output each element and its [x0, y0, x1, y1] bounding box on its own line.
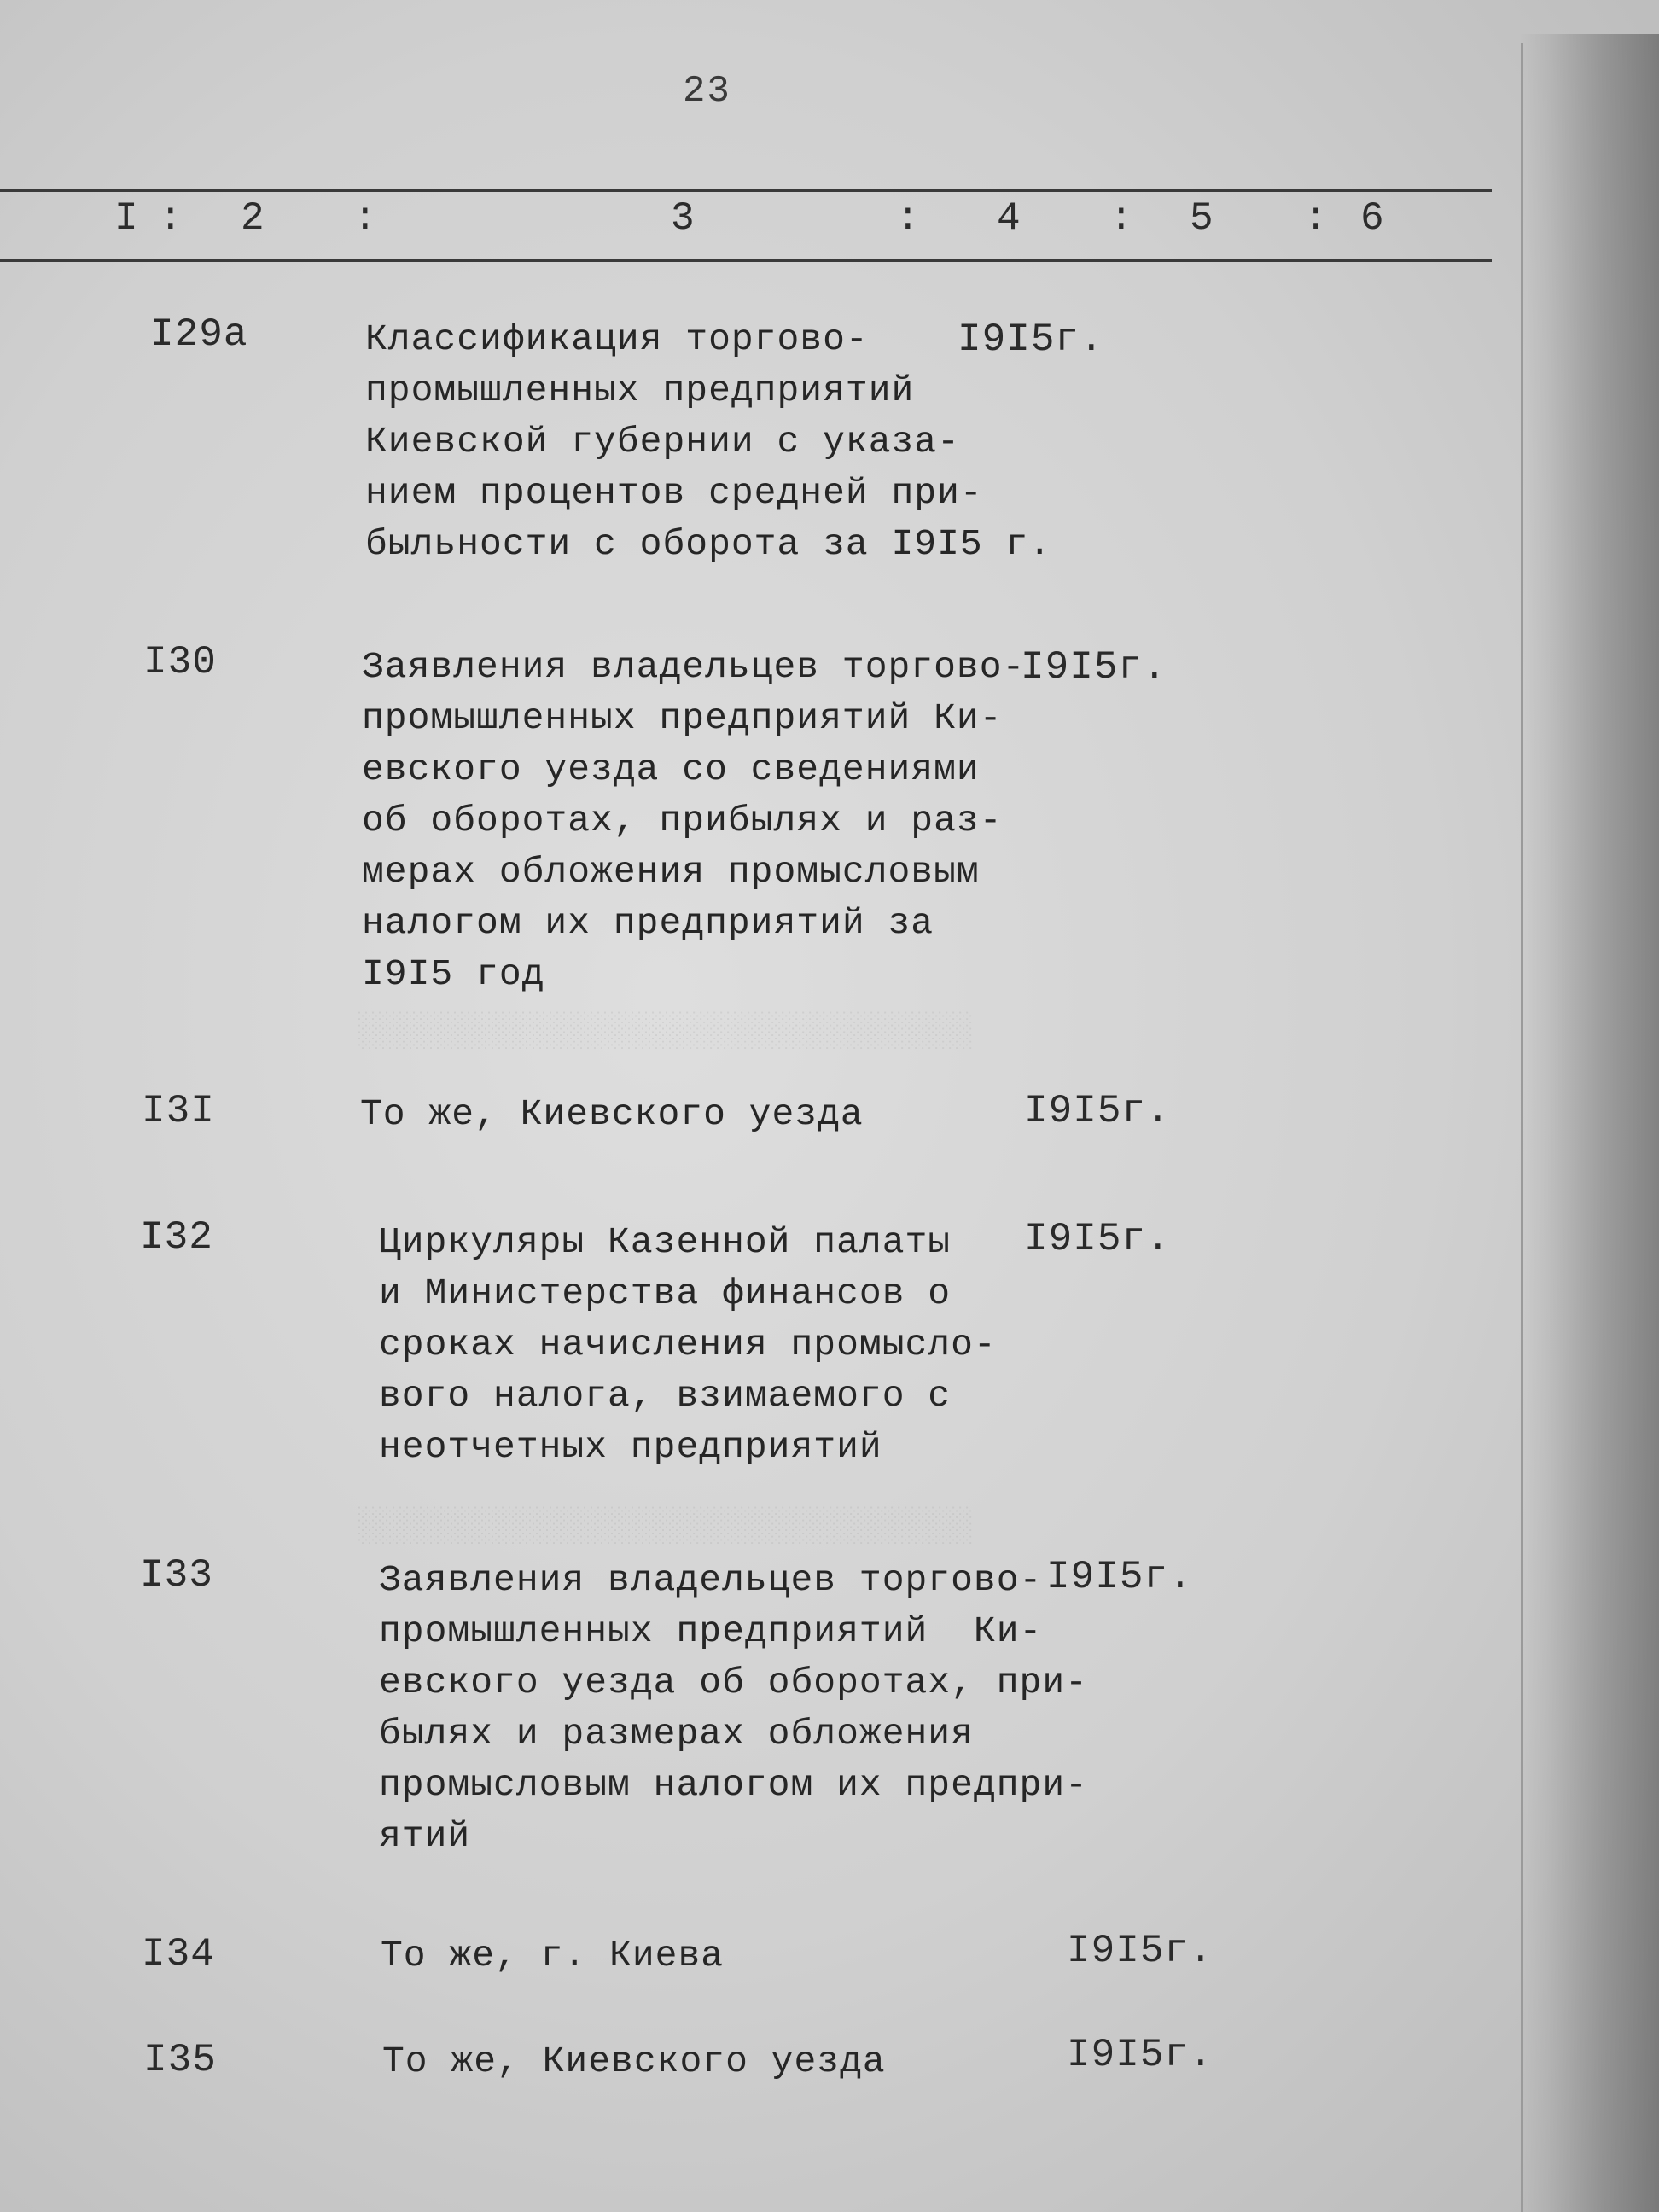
column-header-1: I — [114, 196, 138, 241]
column-separator: : — [159, 196, 183, 241]
column-separator: : — [1109, 196, 1133, 241]
row-year: I9I5г. — [1024, 1217, 1171, 1261]
row-number: I34 — [142, 1932, 215, 1976]
row-number: I3I — [142, 1089, 215, 1133]
row-description: То же, Киевского уезда — [382, 2040, 886, 2082]
row-description: Классификация торгово- промышленных предприятий Киевской губернии с указа- нием процентов средней при- быльности с оборота за I9I5 г. — [365, 318, 1052, 565]
bleed-through-text: ░░░░░░░░░░░░░░░░░░░░░░░░░░░░░░ — [358, 1508, 974, 1546]
column-header-2: 2 — [241, 196, 265, 241]
header-rule-bottom — [0, 259, 1492, 262]
column-separator: : — [1304, 196, 1328, 241]
row-number: I32 — [140, 1215, 213, 1260]
column-header-4: 4 — [997, 196, 1021, 241]
row-description: То же, г. Киева — [381, 1935, 725, 1976]
column-separator: : — [896, 196, 920, 241]
column-header-5: 5 — [1190, 196, 1214, 241]
row-description: Заявления владельцев торгово- промышленных предприятий Ки- евского уезда со сведениями об оборотах, прибылях и раз- мерах обложения промысловым налогом их предприятий за I9I5 год — [362, 646, 1026, 995]
row-year: I9I5г. — [1021, 645, 1167, 690]
row-year: I9I5г. — [1067, 1929, 1214, 1973]
row-year: I9I5г. — [958, 317, 1104, 362]
row-number: I30 — [143, 640, 217, 684]
row-number: I35 — [143, 2038, 217, 2082]
row-year: I9I5г. — [1046, 1555, 1193, 1599]
row-year: I9I5г. — [1067, 2033, 1214, 2077]
column-separator: : — [353, 196, 377, 241]
row-description: Циркуляры Казенной палаты и Министерства финансов о сроках начисления промысло- вого налога, взимаемого с неотчетных предприятий — [379, 1221, 997, 1468]
page-edge-shadow — [1519, 34, 1659, 2212]
column-header-3: 3 — [671, 196, 695, 241]
row-year: I9I5г. — [1024, 1089, 1171, 1133]
header-rule-top — [0, 189, 1492, 192]
bleed-through-text: ░░░░░░░░░░░░░░░░░░░░░░░░░░░░░░ — [358, 1013, 974, 1051]
page-edge — [1521, 43, 1523, 2212]
row-description: То же, Киевского уезда — [360, 1093, 864, 1135]
page-number: 23 — [683, 70, 731, 113]
row-number: I29а — [150, 312, 248, 357]
row-description: Заявления владельцев торгово- промышленных предприятий Ки- евского уезда об оборотах, при- былях и размерах обложения промысловым налогом их предпри- ятий — [379, 1559, 1088, 1857]
row-number: I33 — [140, 1553, 213, 1598]
column-header-6: 6 — [1360, 196, 1384, 241]
